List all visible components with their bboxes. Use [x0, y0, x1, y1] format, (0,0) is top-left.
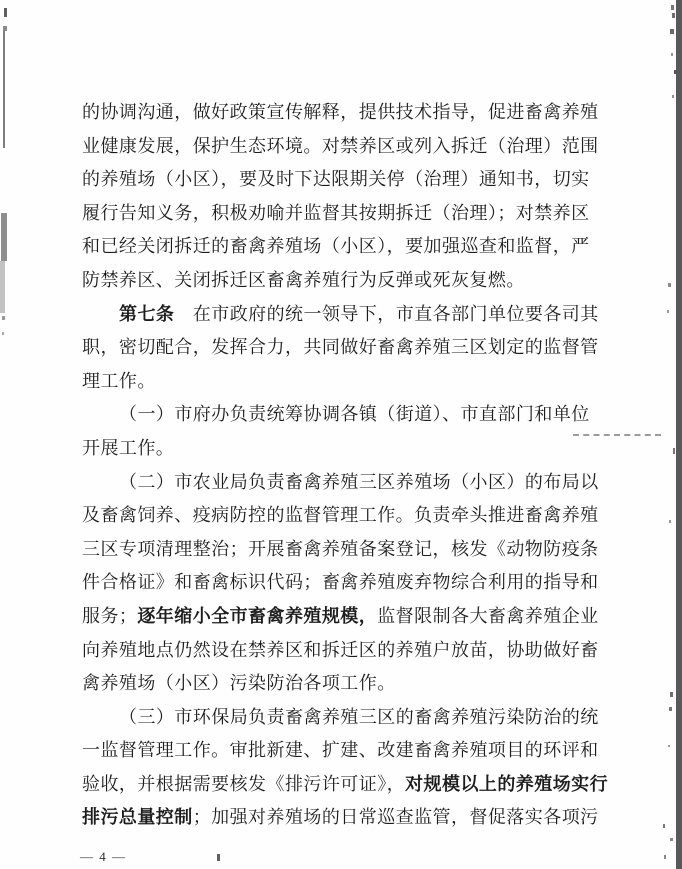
text-run: 件合格证》和畜禽标识代码；畜禽养殖废弃物综合利用的指导和 — [82, 572, 599, 593]
text-run: 和已经关闭拆迁的畜禽养殖场（小区），要加强巡查和监督，严 — [82, 236, 590, 257]
text-line — [82, 768, 618, 802]
text-run: 防禁养区、关闭拆迁区畜禽养殖行为反弹或死灰复燃。 — [82, 269, 525, 290]
right-speck-6 — [672, 95, 674, 98]
right-speck-12 — [669, 707, 672, 711]
text-line — [82, 566, 618, 600]
text-run-bold: 第七条 — [119, 303, 175, 324]
right-speck-2 — [672, 13, 675, 18]
text-line — [82, 264, 618, 298]
text-run: （二）市农业局负责畜禽养殖三区养殖场（小区）的布局以 — [119, 471, 599, 492]
left-edge-smudge-dark — [1, 213, 7, 261]
text-run: ；加强对养殖场的日常巡查监管，督促落实各项污 — [192, 807, 599, 828]
text-run: 验收，并根据需要核发《排污许可证》， — [82, 773, 406, 794]
left-edge-smudge-light — [0, 261, 5, 313]
right-edge-scan-bar — [676, 0, 682, 869]
text-line — [82, 331, 618, 365]
right-speck-8 — [667, 310, 669, 313]
text-run: 向养殖地点仍然设在禁养区和拆迁区的养殖户放苗，协助做好畜 — [82, 639, 599, 660]
text-line — [82, 96, 618, 130]
text-run: 职，密切配合，发挥合力，共同做好畜禽养殖三区划定的监督管 — [82, 337, 599, 358]
text-run-bold: 逐年缩小全市畜禽养殖规模， — [137, 605, 378, 626]
text-run: 服务； — [82, 605, 138, 626]
right-speck-10 — [669, 520, 671, 523]
left-top-speck — [4, 8, 7, 17]
right-speck-11 — [670, 692, 673, 697]
document-body — [82, 96, 618, 835]
right-speck-15 — [670, 838, 673, 841]
text-run: 的协调沟通，做好政策宣传解释，提供技术指导，促进畜禽养殖 — [82, 102, 599, 122]
text-run: 的养殖场（小区），要及时下达限期关停（治理）通知书，切实 — [82, 169, 590, 190]
right-speck-14 — [663, 824, 665, 828]
right-speck-3 — [670, 29, 674, 34]
text-line — [82, 701, 618, 735]
text-run: 业健康发展，保护生态环境。对禁养区或列入拆迁（治理）范围 — [82, 135, 599, 156]
text-run: 三区专项清理整治；开展畜禽养殖备案登记，核发《动物防疫条 — [82, 538, 599, 559]
right-speck-13 — [668, 745, 670, 747]
left-edge-scan-line — [3, 30, 5, 148]
text-run: 履行告知义务，积极劝喻并监督其按期拆迁（治理）；对禁养区 — [82, 202, 590, 223]
text-line — [82, 398, 618, 432]
text-line — [82, 734, 618, 768]
page-number: — 4 — — [80, 849, 127, 864]
right-speck-1 — [671, 5, 674, 10]
text-line — [82, 533, 618, 567]
text-run: （三）市环保局负责畜禽养殖三区的畜禽养殖污染防治的统 — [119, 706, 599, 727]
text-line — [82, 801, 618, 835]
text-run-bold: 对规模以上的养殖场实行 — [405, 773, 609, 794]
text-line — [82, 298, 618, 332]
text-run-bold: 排污总量控制 — [82, 807, 193, 828]
left-speck-4 — [2, 332, 4, 335]
text-run: （一）市府办负责统筹协调各镇（街道）、市直部门和单位 — [119, 404, 590, 425]
bottom-tick-mark — [217, 854, 220, 861]
text-run: 禽养殖场（小区）污染防治各项工作。 — [82, 673, 396, 694]
text-run: 监督限制各大畜禽养殖企业 — [377, 605, 599, 626]
left-speck-3 — [2, 316, 5, 320]
text-line — [82, 163, 618, 197]
faded-dashed-rule — [573, 434, 661, 436]
text-run: 理工作。 — [82, 370, 156, 391]
text-run: 一监督管理工作。审批新建、扩建、改建畜禽养殖项目的环评和 — [82, 740, 599, 761]
right-speck-9 — [673, 448, 675, 454]
text-line — [82, 667, 618, 701]
text-run: 在市政府的统一领导下，市直各部门单位要各司其 — [174, 303, 599, 324]
left-top-speck-2 — [3, 26, 7, 31]
text-run: 及畜禽饲养、疫病防控的监督管理工作。负责牵头推进畜禽养殖 — [82, 505, 599, 526]
right-speck-5 — [674, 70, 676, 74]
right-speck-16 — [664, 855, 666, 859]
text-line — [82, 130, 618, 164]
text-line — [82, 432, 618, 466]
text-line — [82, 499, 618, 533]
text-line — [82, 197, 618, 231]
text-run: 开展工作。 — [82, 437, 175, 458]
text-line — [82, 230, 618, 264]
right-speck-4 — [671, 53, 673, 56]
text-line — [82, 600, 618, 634]
right-speck-7 — [668, 283, 671, 287]
text-line — [82, 365, 618, 399]
text-line — [82, 466, 618, 500]
text-line — [82, 634, 618, 668]
